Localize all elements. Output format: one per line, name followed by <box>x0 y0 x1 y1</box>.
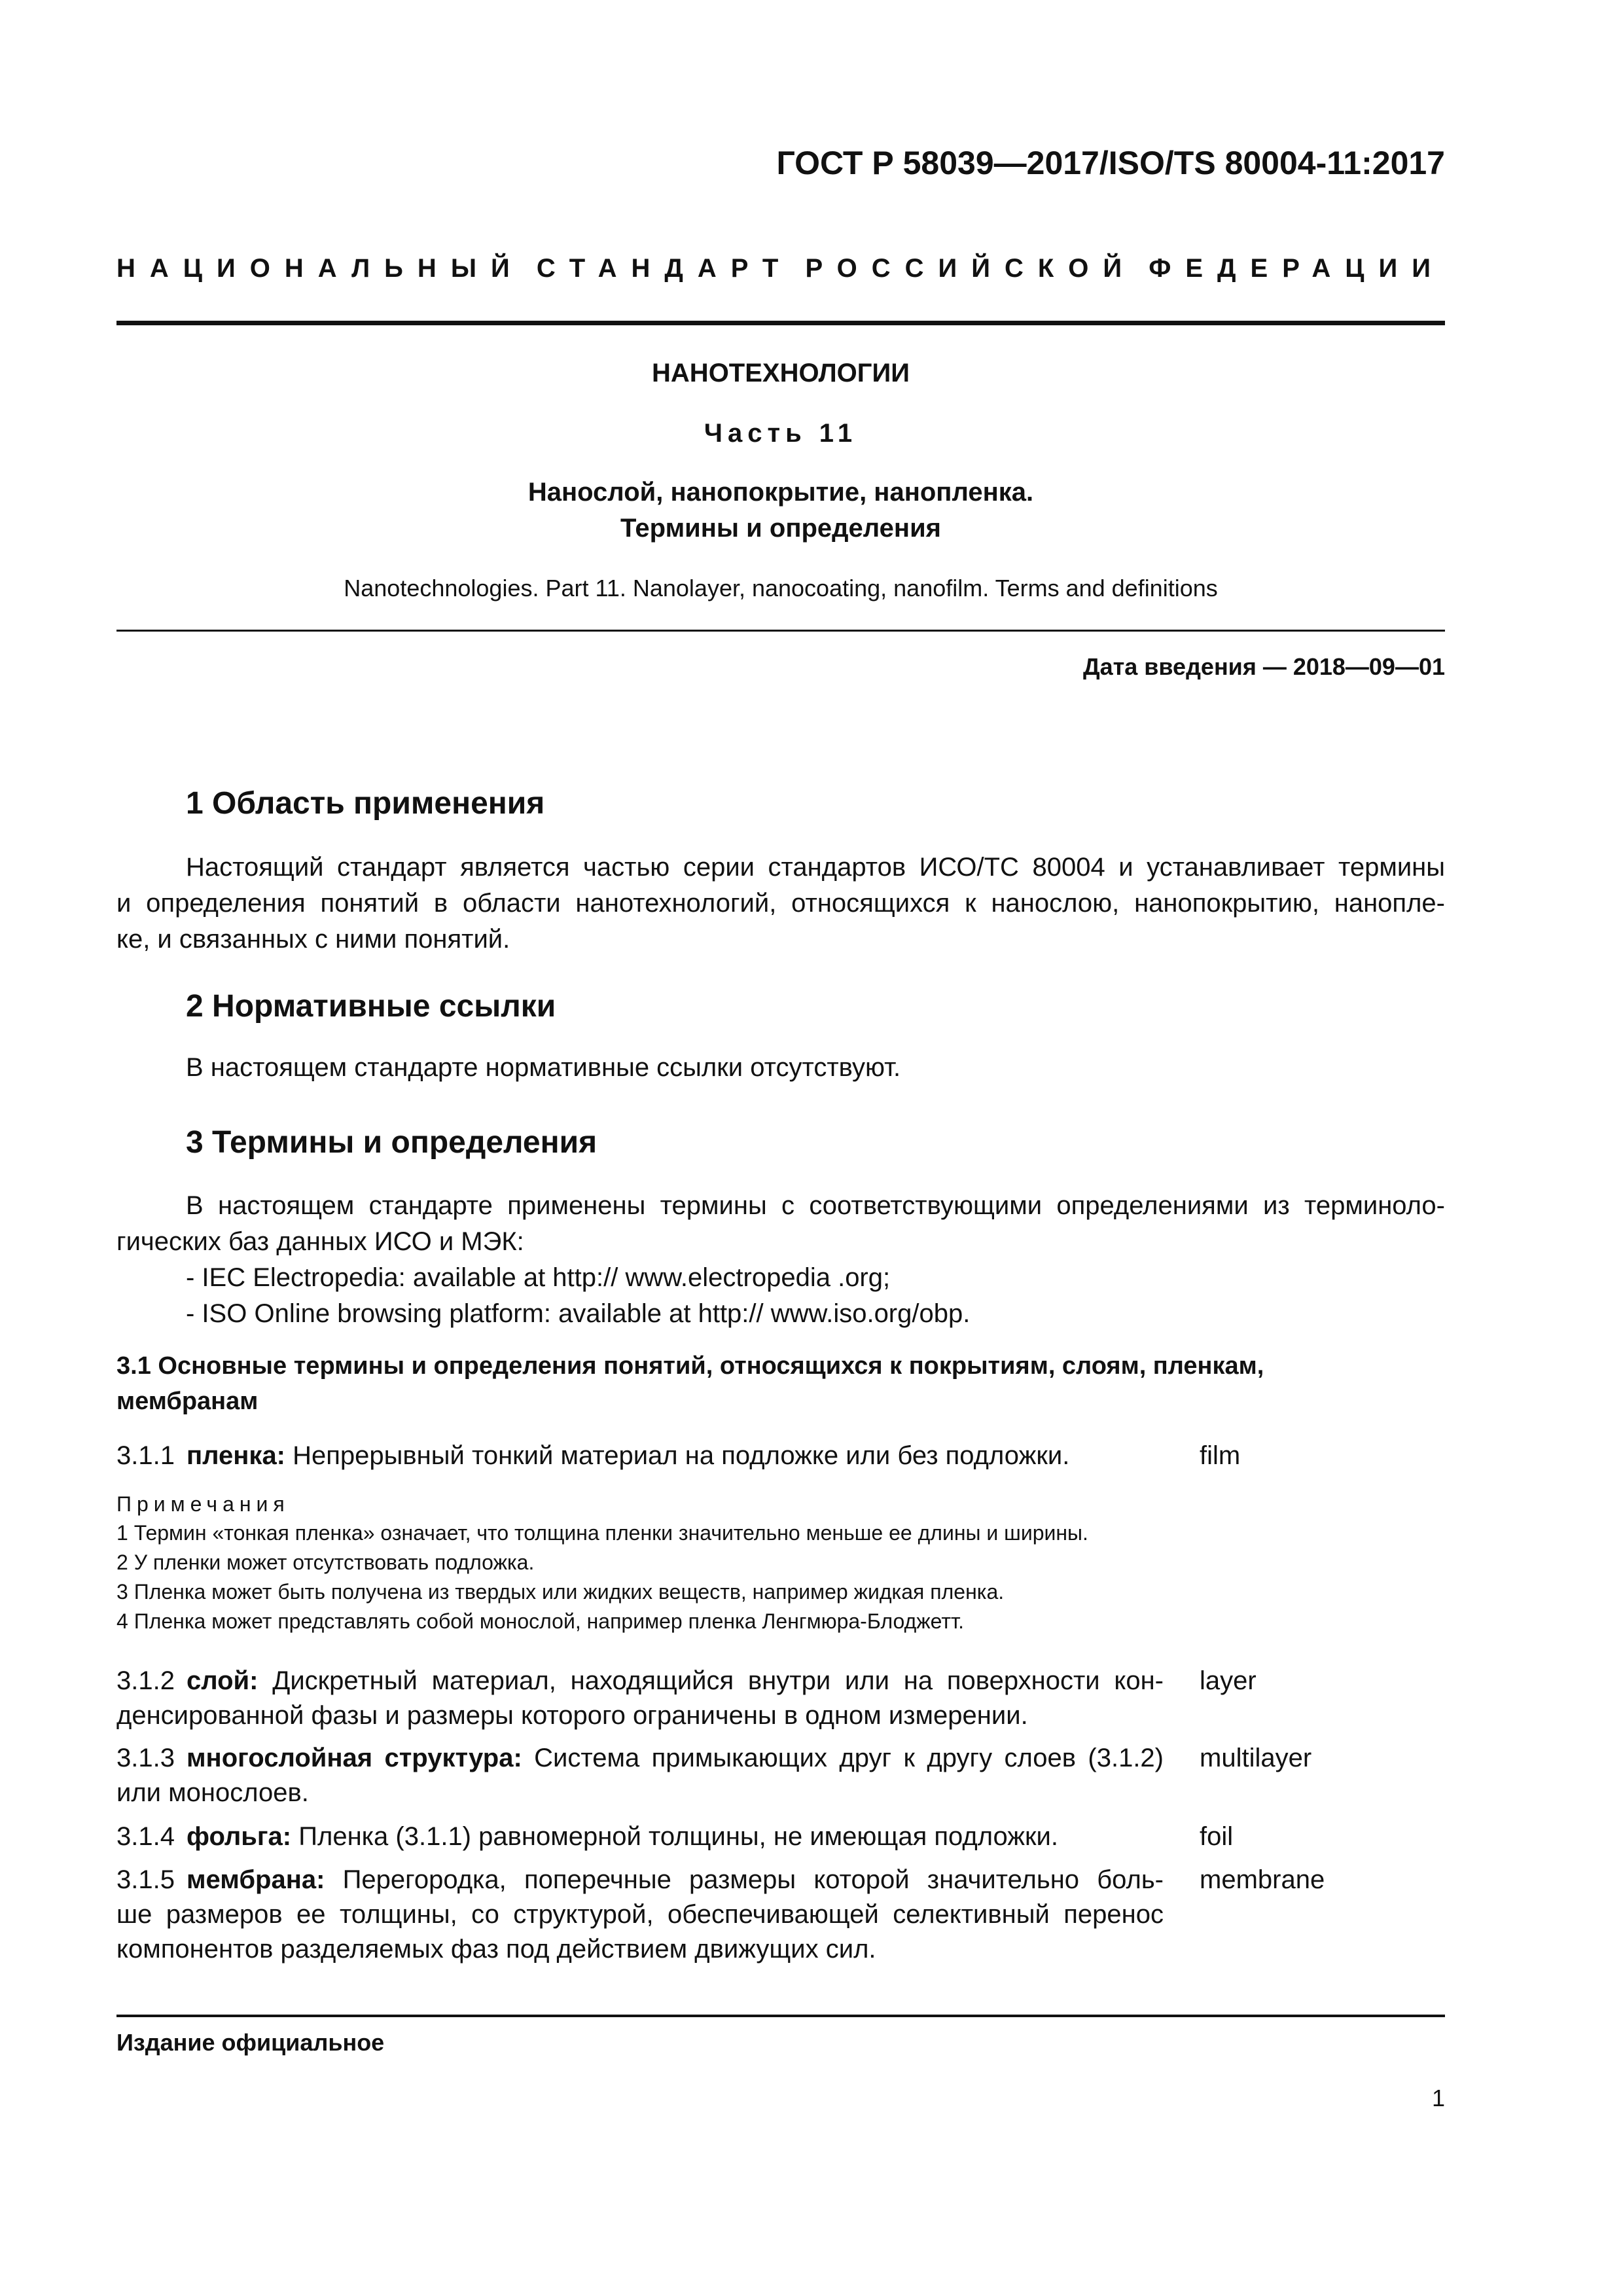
term-line <box>116 1741 1164 1776</box>
term-number: 3.1.2 <box>116 1666 175 1695</box>
subsection-3-1-heading-line: мембранам <box>116 1388 259 1415</box>
term-english: foil <box>1200 1822 1234 1851</box>
section-3-line: - IEC Electropedia: available at http:// www.electropedia .org; <box>186 1263 891 1292</box>
term-number: 3.1.3 <box>116 1744 175 1772</box>
term-line <box>116 1664 1164 1698</box>
term-definition: Пленка (3.1.1) равномерной толщины, не имеющая подложки. <box>298 1822 1059 1851</box>
official-edition-label: Издание официальное <box>116 2029 385 2056</box>
gost-code: ГОСТ Р 58039—2017/ISO/TS 80004-11:2017 <box>776 145 1445 181</box>
national-standard-word: СТАНДАРТ <box>536 254 793 283</box>
term-entry <box>116 1664 1164 1733</box>
note-item: 4 Пленка может представлять собой монослой, например пленка Ленгмюра-Блоджетт. <box>116 1609 965 1633</box>
national-standard-heading <box>116 254 1445 283</box>
note-item: 2 У пленки может отсутствовать подложка. <box>116 1551 535 1574</box>
title-subtitle-line2: Термины и определения <box>620 514 942 543</box>
section-1-line: и определения понятий в области нанотехнологий, относящихся к нанослою, нанопокрытию, нанопле- <box>116 889 1445 918</box>
subsection-3-1-heading-line: 3.1 Основные термины и определения понятий, относящихся к покрытиям, слоям, пленкам, <box>116 1352 1264 1380</box>
section-2-heading: 2 Нормативные ссылки <box>186 989 556 1024</box>
term-name: многослойная структура: <box>186 1744 522 1772</box>
term-definition: Перегородка, поперечные размеры которой значительно боль- <box>342 1865 1164 1894</box>
term-number: 3.1.1 <box>116 1441 175 1470</box>
title-main: НАНОТЕХНОЛОГИИ <box>652 359 910 387</box>
term-entry <box>116 1863 1164 1967</box>
national-standard-word: РОССИЙСКОЙ <box>805 254 1137 283</box>
header-divider <box>116 321 1445 325</box>
section-1-heading: 1 Область применения <box>186 786 545 821</box>
subsection-3-1-heading <box>116 1348 1445 1419</box>
term-definition: Система примыкающих друг к другу слоев (3.1.2) <box>534 1744 1164 1772</box>
term-definition: Непрерывный тонкий материал на подложке или без подложки. <box>293 1441 1070 1470</box>
note-item: 3 Пленка может быть получена из твердых или жидких веществ, например жидкая пленка. <box>116 1580 1005 1604</box>
term-number: 3.1.4 <box>116 1822 175 1851</box>
note-item: 1 Термин «тонкая пленка» означает, что толщина пленки значительно меньше ее длины и ширины. <box>116 1521 1088 1545</box>
national-standard-word: НАЦИОНАЛЬНЫЙ <box>116 254 524 283</box>
title-part: Часть 11 <box>704 419 858 448</box>
term-english: layer <box>1200 1666 1257 1695</box>
term-entry <box>116 1820 1164 1854</box>
section-1-line: ке, и связанных с ними понятий. <box>116 925 510 954</box>
title-divider <box>116 630 1445 632</box>
term-entry <box>116 1741 1164 1810</box>
term-entry <box>116 1439 1164 1473</box>
term-english: multilayer <box>1200 1744 1312 1772</box>
term-name: мембрана: <box>186 1865 325 1894</box>
section-3-line: - ISO Online browsing platform: available at http:// www.iso.org/obp. <box>186 1299 971 1328</box>
section-3-line: В настоящем стандарте применены термины с соответствующими определениями из терминоло- <box>186 1191 1445 1220</box>
title-subtitle-line1: Нанослой, нанопокрытие, нанопленка. <box>527 478 1034 507</box>
section-3-line: гических баз данных ИСО и МЭК: <box>116 1227 524 1256</box>
term-name: фольга: <box>186 1822 292 1851</box>
section-3-heading: 3 Термины и определения <box>186 1125 597 1160</box>
term-definition: денсированной фазы и размеры которого ограничены в одном измерении. <box>116 1701 1028 1730</box>
date-of-introduction: Дата введения — 2018—09—01 <box>1082 653 1445 680</box>
term-line <box>116 1439 1164 1473</box>
term-definition: или монослоев. <box>116 1778 309 1807</box>
section-1-body <box>116 850 1445 958</box>
section-2-text: В настоящем стандарте нормативные ссылки отсутствуют. <box>186 1053 901 1082</box>
term-definition: Дискретный материал, находящийся внутри или на поверхности кон- <box>272 1666 1164 1695</box>
national-standard-word: ФЕДЕРАЦИИ <box>1149 254 1445 283</box>
footer-divider <box>116 2015 1445 2017</box>
term-name: слой: <box>186 1666 259 1695</box>
term-definition: компонентов разделяемых фаз под действием движущих сил. <box>116 1935 876 1964</box>
title-english: Nanotechnologies. Part 11. Nanolayer, nanocoating, nanofilm. Terms and definitions <box>344 575 1218 601</box>
page-number: 1 <box>1431 2085 1445 2111</box>
term-line <box>116 1863 1164 1897</box>
term-name: пленка: <box>186 1441 286 1470</box>
notes-title: Примечания <box>116 1492 290 1516</box>
section-1-line: Настоящий стандарт является частью серии стандартов ИСО/ТС 80004 и устанавливает термины <box>186 853 1445 882</box>
term-number: 3.1.5 <box>116 1865 175 1894</box>
term-line <box>116 1820 1164 1854</box>
term-english: film <box>1200 1441 1241 1470</box>
section-3-body <box>116 1188 1445 1332</box>
term-english: membrane <box>1200 1865 1325 1894</box>
term-definition: ше размеров ее толщины, со структурой, обеспечивающей селективный перенос <box>116 1900 1164 1929</box>
